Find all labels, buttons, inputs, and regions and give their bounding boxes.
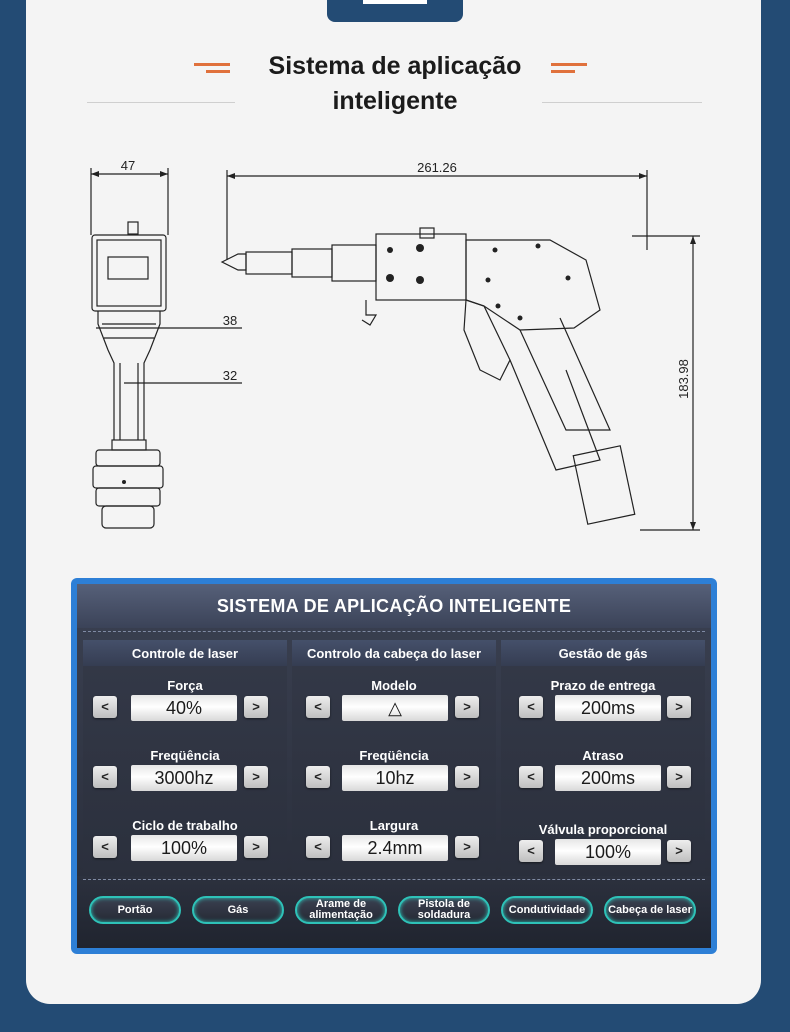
value-field[interactable]: 100%	[131, 835, 237, 861]
nav-stitch	[83, 879, 705, 880]
value-field[interactable]: 200ms	[555, 765, 661, 791]
param-label: Ciclo de trabalho	[132, 818, 238, 833]
increase-button[interactable]: >	[667, 696, 691, 718]
param-prazo	[501, 678, 705, 738]
nav-gas-button[interactable]: Gás	[192, 896, 284, 924]
increase-button[interactable]: >	[455, 696, 479, 718]
nav-pistola-button[interactable]: Pistola de soldadura	[398, 896, 490, 924]
increase-button[interactable]: >	[667, 840, 691, 862]
decrease-button[interactable]: <	[93, 836, 117, 858]
header-stitch	[83, 631, 705, 632]
param-label: Largura	[369, 818, 419, 833]
decrease-button[interactable]: <	[519, 840, 543, 862]
increase-button[interactable]: >	[455, 766, 479, 788]
value-field[interactable]: 40%	[131, 695, 237, 721]
decrease-button[interactable]: <	[93, 766, 117, 788]
column-header: Gestão de gás	[501, 640, 705, 666]
increase-button[interactable]: >	[244, 836, 268, 858]
nav-condutividade-button[interactable]: Condutividade	[501, 896, 593, 924]
param-label: Atraso	[582, 748, 624, 763]
column-laser-head-control	[292, 640, 496, 870]
column-header: Controlo da cabeça do laser	[292, 640, 496, 666]
panel-header	[77, 584, 711, 628]
param-atraso	[501, 748, 705, 808]
param-label: Força	[167, 678, 203, 693]
decrease-button[interactable]: <	[93, 696, 117, 718]
param-label: Freqüência	[359, 748, 429, 763]
decrease-button[interactable]: <	[519, 766, 543, 788]
param-frequencia-head	[292, 748, 496, 808]
param-modelo	[292, 678, 496, 738]
top-tab-bar	[363, 0, 427, 4]
decrease-button[interactable]: <	[306, 696, 330, 718]
increase-button[interactable]: >	[667, 766, 691, 788]
increase-button[interactable]: >	[244, 696, 268, 718]
dim-length-label: 261.26	[417, 160, 457, 175]
param-largura	[292, 818, 496, 878]
param-label: Freqüência	[150, 748, 220, 763]
value-field[interactable]: △	[342, 695, 448, 721]
param-label: Válvula proporcional	[538, 822, 668, 837]
dim-38-label: 38	[222, 313, 238, 328]
param-label: Modelo	[371, 678, 417, 693]
column-gas-management	[501, 640, 705, 870]
param-ciclo	[83, 818, 287, 878]
nav-portao-button[interactable]: Portão	[89, 896, 181, 924]
value-field[interactable]: 100%	[555, 839, 661, 865]
dim-32-label: 32	[222, 368, 238, 383]
value-field[interactable]: 2.4mm	[342, 835, 448, 861]
decrease-button[interactable]: <	[306, 836, 330, 858]
dim-47-label: 47	[120, 158, 136, 173]
decrease-button[interactable]: <	[306, 766, 330, 788]
increase-button[interactable]: >	[244, 766, 268, 788]
param-frequencia	[83, 748, 287, 808]
top-tab	[327, 0, 463, 22]
column-header: Controle de laser	[83, 640, 287, 666]
bottom-nav	[77, 876, 711, 948]
param-valvula	[501, 822, 705, 882]
value-field[interactable]: 3000hz	[131, 765, 237, 791]
nav-cabeca-button[interactable]: Cabeça de laser	[604, 896, 696, 924]
page-title-line2: inteligente	[332, 87, 458, 115]
param-label: Prazo de entrega	[550, 678, 656, 693]
control-panel-screen	[77, 584, 711, 948]
page-title: Sistema de aplicação	[268, 52, 522, 80]
nav-arame-button[interactable]: Arame de alimentação	[295, 896, 387, 924]
param-forca	[83, 678, 287, 738]
panel-title: SISTEMA DE APLICAÇÃO INTELIGENTE	[216, 596, 572, 616]
laser-gun-drawing	[80, 150, 720, 550]
control-panel	[71, 578, 717, 954]
dim-height-label: 183.98	[676, 359, 691, 399]
decrease-button[interactable]: <	[519, 696, 543, 718]
increase-button[interactable]: >	[455, 836, 479, 858]
value-field[interactable]: 10hz	[342, 765, 448, 791]
column-laser-control	[83, 640, 287, 870]
value-field[interactable]: 200ms	[555, 695, 661, 721]
